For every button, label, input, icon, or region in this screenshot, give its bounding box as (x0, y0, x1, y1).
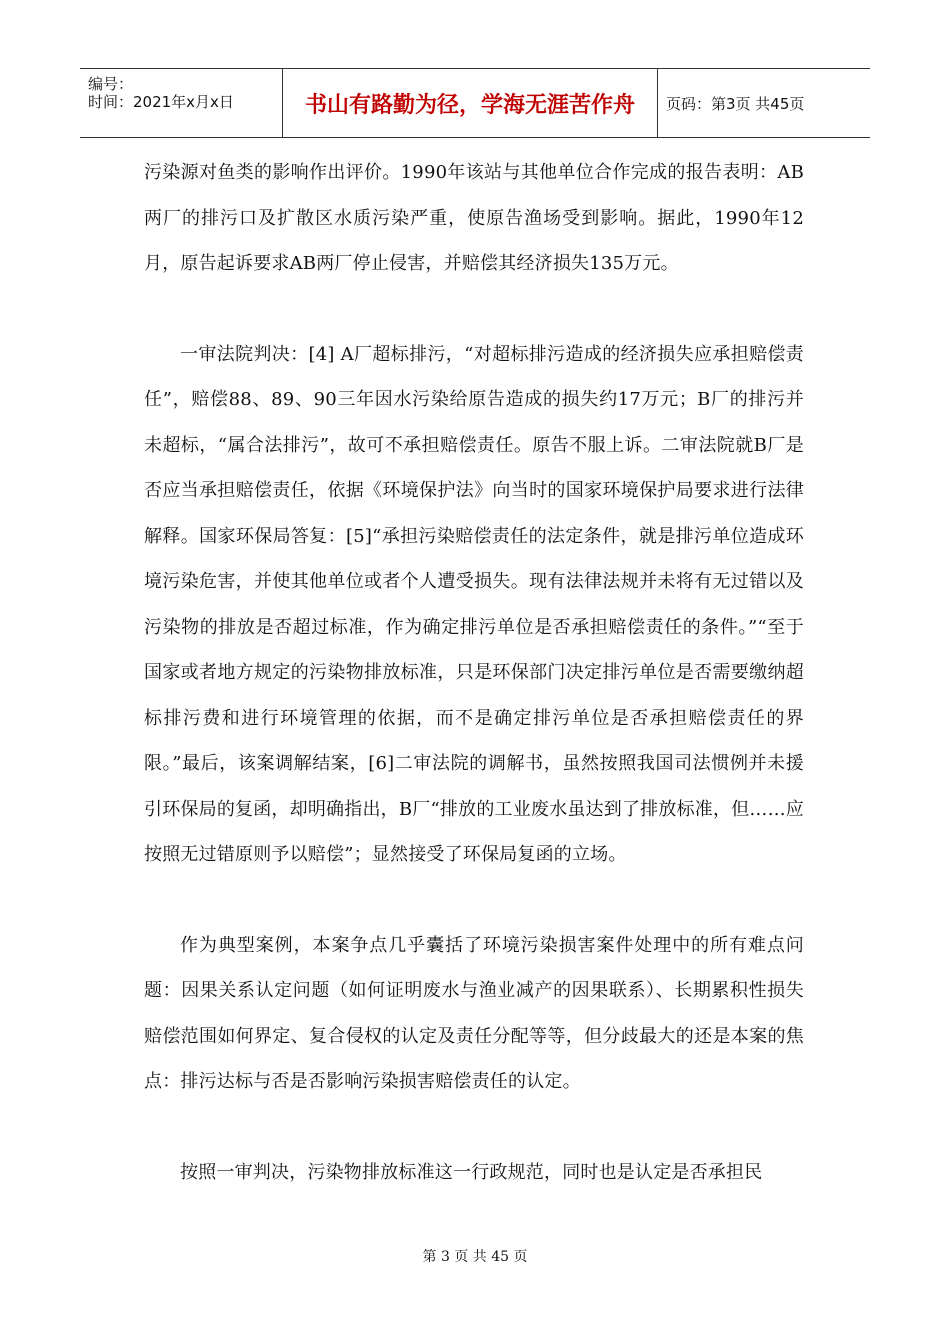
document-date: 时间：2021年x月x日 (88, 93, 234, 111)
header-motto: 书山有路勤为径，学海无涯苦作舟 (283, 69, 658, 137)
header-meta (80, 69, 283, 137)
document-header (80, 68, 870, 138)
document-number: 编号： (88, 75, 134, 93)
page-footer: 第 3 页 共 45 页 (422, 1249, 528, 1265)
paragraph-1: 污染源对鱼类的影响作出评价。1990年该站与其他单位合作完成的报告表明：AB两厂的排污口及扩散区水质污染严重，使原告渔场受到影响。据此，1990年12月，原告起诉要求AB两厂停止侵害，并赔偿其经济损失135万元。 (144, 162, 804, 274)
paragraph-3: 作为典型案例，本案争点几乎囊括了环境污染损害案件处理中的所有难点问题：因果关系认定问题（如何证明废水与渔业减产的因果联系）、长期累积性损失赔偿范围如何界定、复合侵权的认定及责任分配等等，但分歧最大的还是本案的焦点：排污达标与否是否影响污染损害赔偿责任的认定。 (144, 934, 804, 1092)
document-body (144, 150, 804, 1240)
header-page-info: 页码：第3页 共45页 (666, 94, 805, 113)
paragraph-4: 按照一审判决，污染物排放标准这一行政规范，同时也是认定是否承担民 (180, 1161, 763, 1183)
paragraph-2: 一审法院判决：[4] A厂超标排污，“对超标排污造成的经济损失应承担赔偿责任”，赔偿88、89、90三年因水污染给原告造成的损失约17万元；B厂的排污并未超标，“属合法排污”，故可不承担赔偿责任。原告不服上诉。二审法院就B厂是否应当承担赔偿责任，依据《环境保护法》向当时的国家环境保护局要求进行法律解释。国家环保局答复：[5]“承担污染赔偿责任的法定条件，就是排污单位造成环境污染危害，并使其他单位或者个人遭受损失。现有法律法规并未将有无过错以及污染物的排放是否超过标准，作为确定排污单位是否承担赔偿责任的条件。”“至于国家或者地方规定的污染物排放标准，只是环保部门决定排污单位是否需要缴纳超标排污费和进行环境管理的依据，而不是确定排污单位是否承担赔偿责任的界限。”最后，该案调解结案，[6]二审法院的调解书，虽然按照我国司法惯例并未援引环保局的复函，却明确指出，B厂“排放的工业废水虽达到了排放标准，但……应按照无过错原则予以赔偿”；显然接受了环保局复函的立场。 (144, 343, 804, 865)
